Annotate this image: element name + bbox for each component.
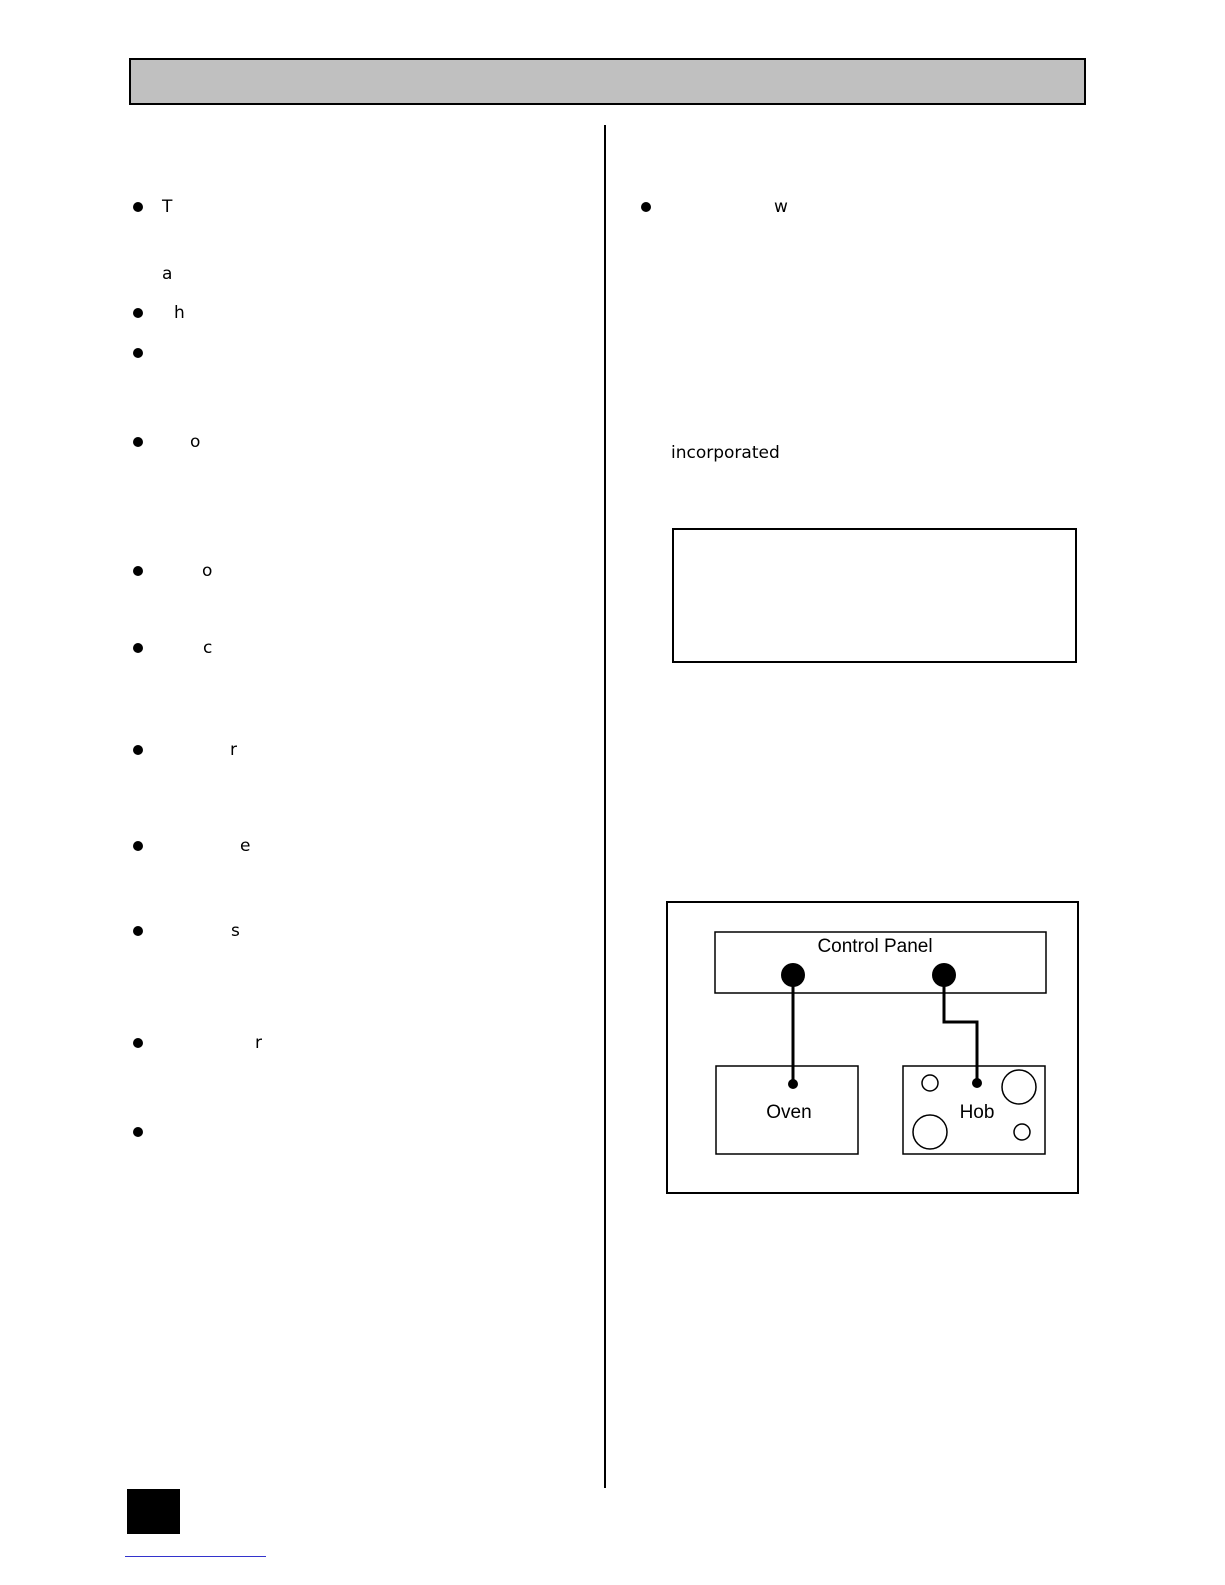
bullet [133, 1038, 143, 1048]
text-fragment: h [174, 303, 185, 323]
note-box [672, 528, 1077, 663]
bullet [133, 308, 143, 318]
oven-label: Oven [766, 1102, 812, 1123]
bullet [133, 643, 143, 653]
oven-connector-dot [788, 1079, 798, 1089]
hob-burner-small [1014, 1124, 1030, 1140]
bullet [133, 926, 143, 936]
hob-connector-dot [972, 1078, 982, 1088]
column-divider [604, 125, 606, 1488]
control-panel-label: Control Panel [817, 936, 933, 957]
text-fragment: r [230, 740, 237, 760]
page-number-block [127, 1489, 180, 1534]
text-fragment: w [774, 197, 788, 217]
bullet [641, 202, 651, 212]
bullet [133, 348, 143, 358]
hob-connector [944, 975, 977, 1083]
bullet [133, 745, 143, 755]
text-fragment: s [231, 921, 240, 941]
text-fragment: incorporated [671, 443, 780, 463]
diagram-graphic [668, 903, 1081, 1196]
footer-link-line [125, 1556, 266, 1557]
hob-burner-small [922, 1075, 938, 1091]
appliance-diagram [666, 901, 1079, 1194]
header-bar [129, 58, 1086, 105]
bullet [133, 841, 143, 851]
hob-label: Hob [959, 1102, 995, 1123]
hob-burner-large [913, 1115, 947, 1149]
bullet [133, 437, 143, 447]
bullet [133, 566, 143, 576]
bullet [133, 202, 143, 212]
bullet [133, 1127, 143, 1137]
text-fragment: r [255, 1033, 262, 1053]
text-fragment: o [202, 561, 213, 581]
text-fragment: c [203, 638, 213, 658]
text-fragment: o [190, 432, 201, 452]
hob-burner-large [1002, 1070, 1036, 1104]
text-fragment: a [162, 264, 173, 284]
text-fragment: e [240, 836, 251, 856]
text-fragment: T [162, 197, 173, 217]
